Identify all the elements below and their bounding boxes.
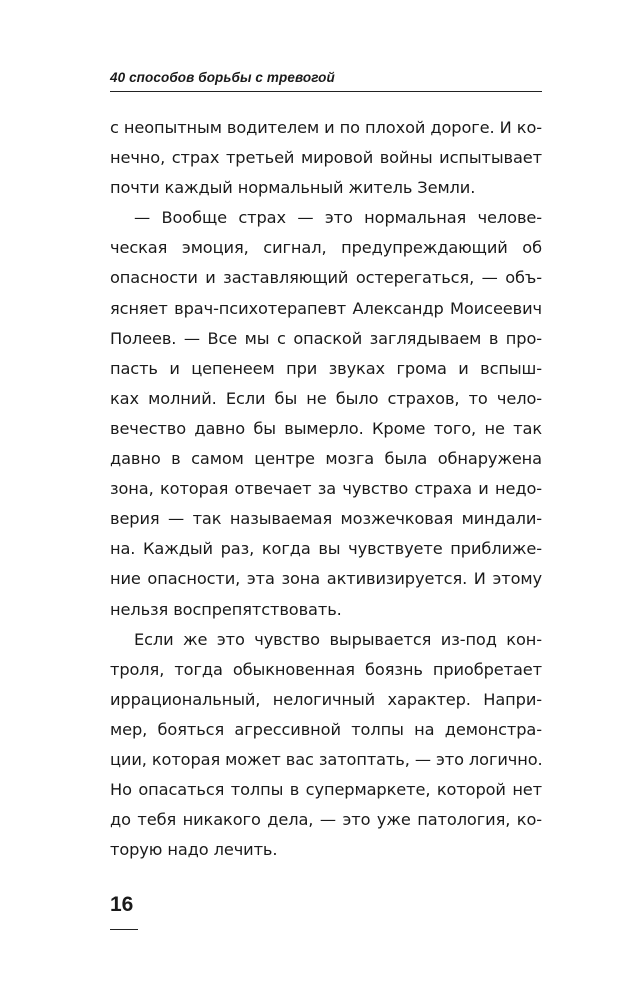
text-line: Если же это чувство вырывается из-под кон- bbox=[134, 629, 542, 649]
text-line: опасности и заставляющий остерегаться, — объ- bbox=[110, 268, 542, 288]
text-line: нечно, страх третьей мировой войны испытывает bbox=[110, 148, 542, 168]
text-line: верия — так называемая мозжечковая миндали- bbox=[110, 509, 542, 529]
text-line: троля, тогда обыкновенная боязнь приобретает bbox=[110, 659, 542, 679]
text-line: — Вообще страх — это нормальная челове- bbox=[134, 208, 542, 228]
text-line: Но опасаться толпы в супермаркете, которой нет bbox=[110, 780, 542, 800]
paragraph-3 bbox=[110, 625, 542, 866]
text-line: ках молний. Если бы не было страхов, то чело- bbox=[110, 388, 542, 408]
text-line: зона, которая отвечает за чувство страха и недо- bbox=[110, 479, 542, 499]
text-line: мер, бояться агрессивной толпы на демонстра- bbox=[110, 719, 542, 739]
text-line: пасть и цепенеем при звуках грома и вспыш- bbox=[110, 358, 542, 378]
text-line: Полеев. — Все мы с опаской заглядываем в про- bbox=[110, 328, 542, 348]
text-line: ции, которая может вас затоптать, — это логично. bbox=[110, 749, 543, 769]
text-line: иррациональный, нелогичный характер. Напри- bbox=[110, 689, 542, 709]
text-line: вечество давно бы вымерло. Кроме того, не так bbox=[110, 418, 542, 438]
text-line: давно в самом центре мозга была обнаружена bbox=[110, 449, 542, 469]
paragraph-2 bbox=[110, 203, 542, 624]
text-line: на. Каждый раз, когда вы чувствуете приближе- bbox=[110, 539, 542, 559]
footer-rule bbox=[110, 929, 138, 930]
header-rule bbox=[110, 91, 542, 92]
running-head-title: 40 способов борьбы с тревогой bbox=[110, 70, 335, 85]
text-line: ясняет врач-психотерапевт Александр Моисеевич bbox=[110, 298, 542, 318]
page-number: 16 bbox=[110, 893, 134, 916]
paragraph-1 bbox=[110, 113, 542, 203]
text-line: нельзя воспрепятствовать. bbox=[110, 599, 342, 619]
text-line: торую надо лечить. bbox=[110, 840, 278, 860]
text-line: почти каждый нормальный житель Земли. bbox=[110, 178, 476, 198]
text-line: ние опасности, эта зона активизируется. И этому bbox=[110, 569, 542, 589]
text-line: с неопытным водителем и по плохой дороге. И ко- bbox=[110, 118, 542, 137]
body-text bbox=[110, 113, 542, 865]
text-line: ческая эмоция, сигнал, предупреждающий об bbox=[110, 238, 542, 258]
text-line: до тебя никакого дела, — это уже патология, ко- bbox=[110, 810, 542, 830]
